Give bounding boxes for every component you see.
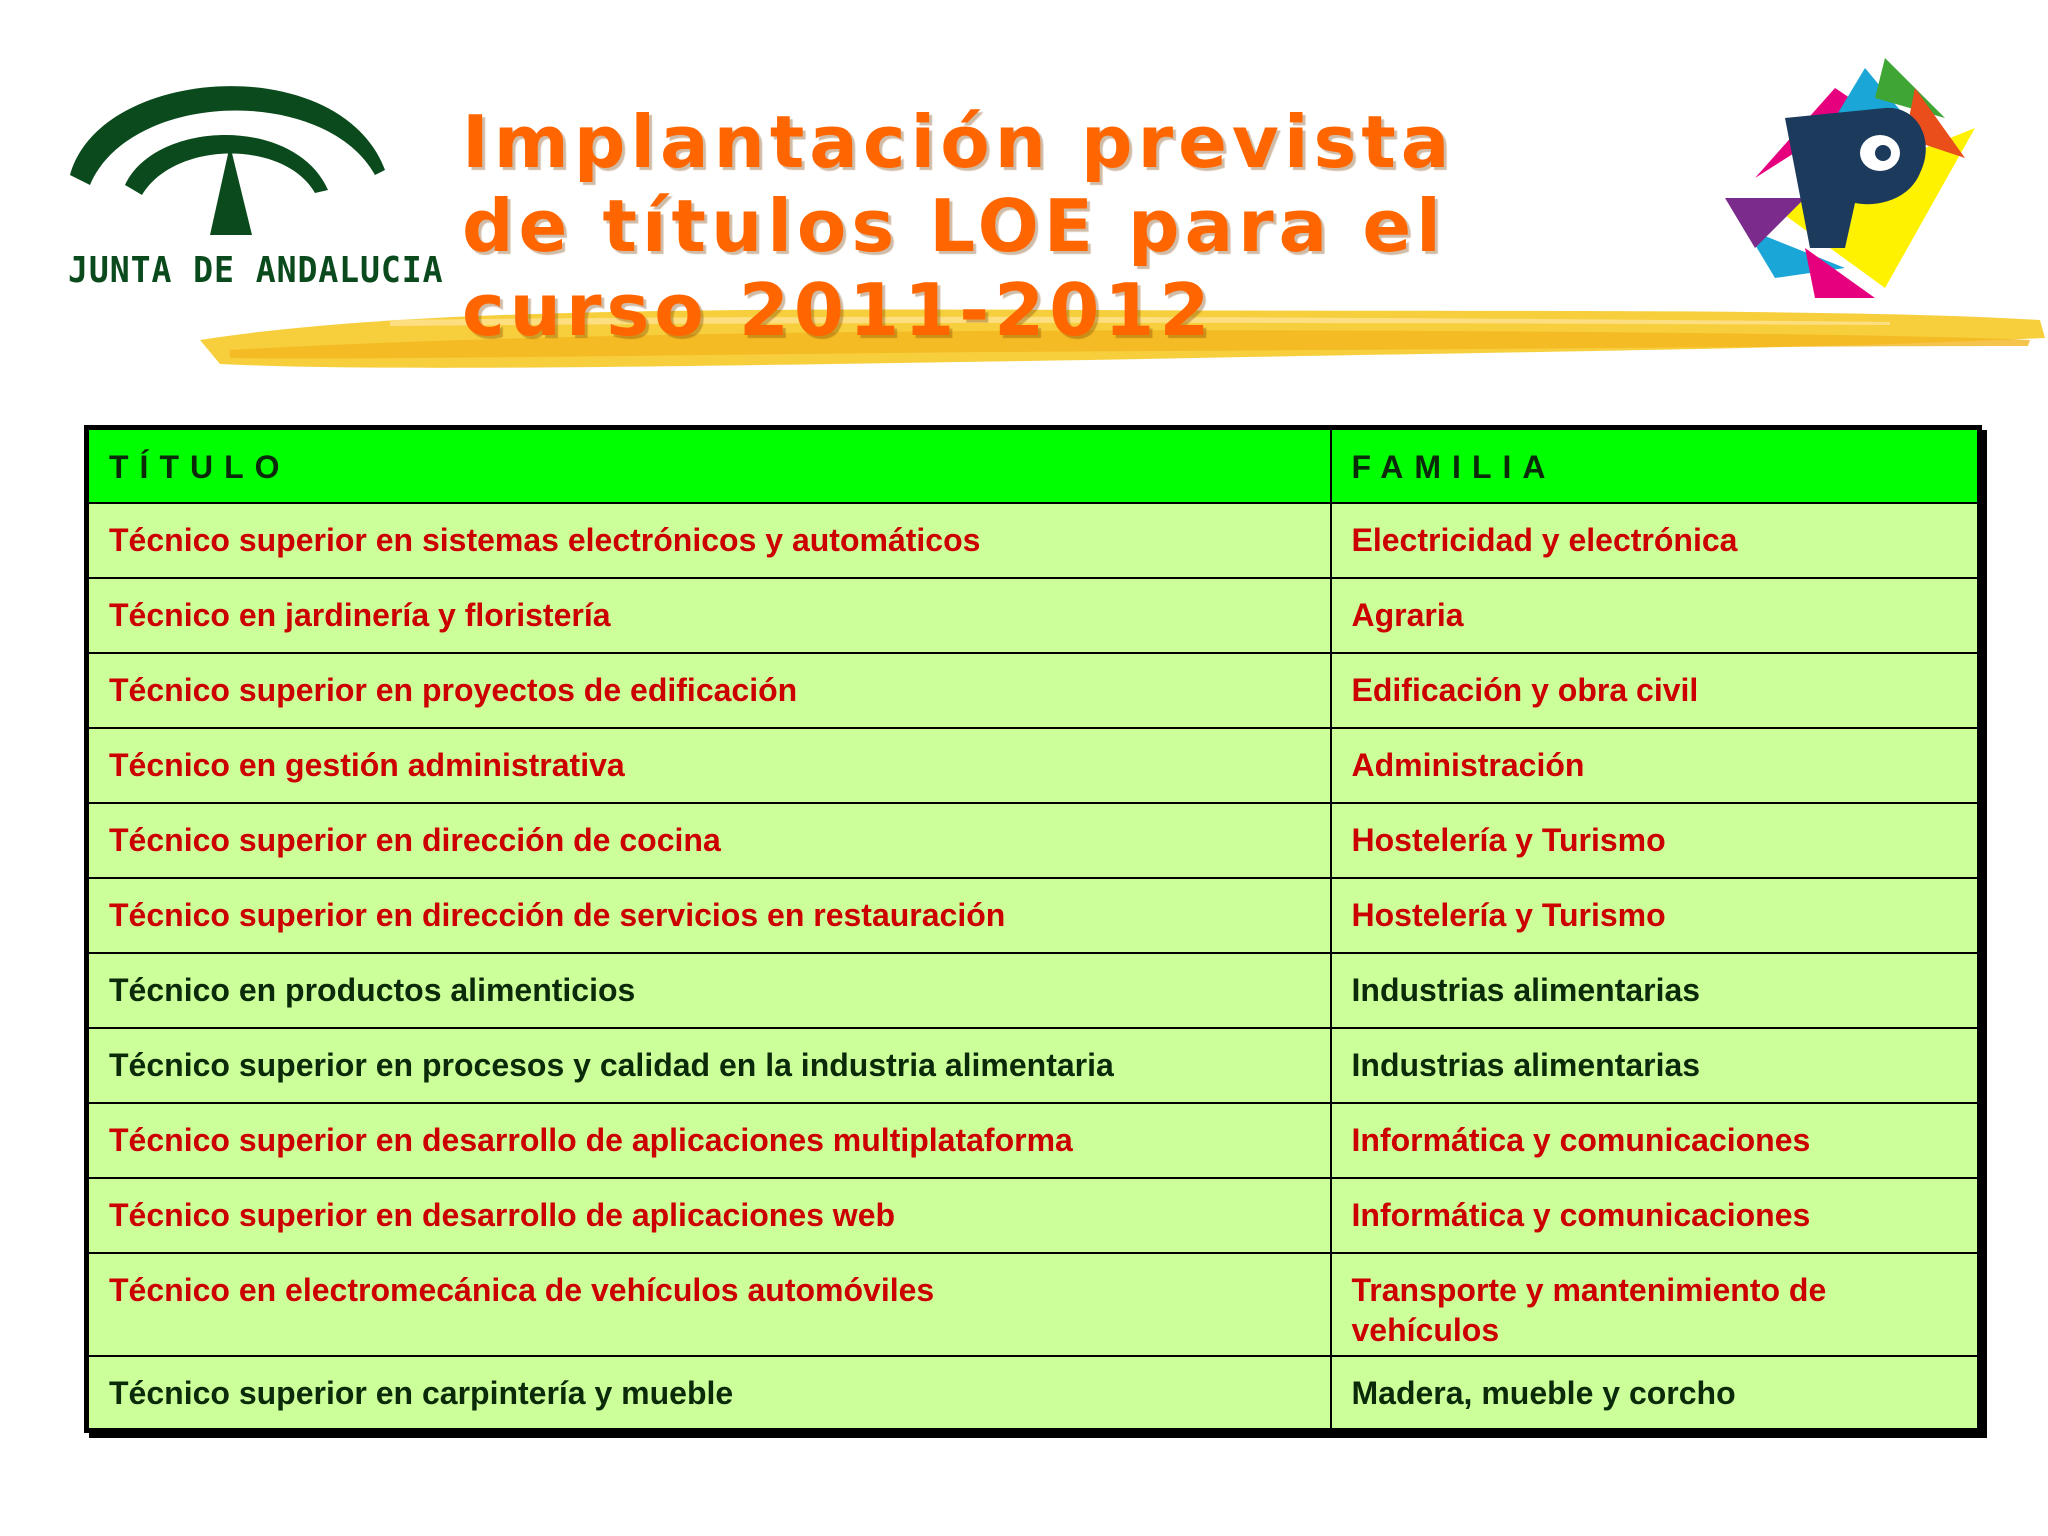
cell-familia: Informática y comunicaciones	[1331, 1103, 1980, 1178]
table-row	[87, 878, 1980, 953]
table-row	[87, 953, 1980, 1028]
cell-familia: Hostelería y Turismo	[1331, 803, 1980, 878]
table-row	[87, 503, 1980, 578]
column-header-familia: FAMILIA	[1331, 428, 1980, 503]
cell-familia: Industrias alimentarias	[1331, 1028, 1980, 1103]
table-row	[87, 1253, 1980, 1356]
column-header-titulo: TÍTULO	[87, 428, 1331, 503]
page-title: Implantación prevista de títulos LOE para el curso 2011-2012	[462, 100, 1455, 352]
cell-familia: Electricidad y electrónica	[1331, 503, 1980, 578]
cell-titulo: Técnico superior en dirección de cocina	[87, 803, 1331, 878]
cell-titulo: Técnico superior en proyectos de edificación	[87, 653, 1331, 728]
table-row	[87, 578, 1980, 653]
titles-table	[84, 425, 1982, 1433]
fp-logo	[1715, 48, 1995, 308]
cell-titulo: Técnico en gestión administrativa	[87, 728, 1331, 803]
cell-titulo: Técnico superior en dirección de servicios en restauración	[87, 878, 1331, 953]
junta-andalucia-logo-text: JUNTA DE ANDALUCIA	[68, 250, 444, 291]
table-row	[87, 803, 1980, 878]
cell-titulo: Técnico superior en desarrollo de aplicaciones multiplataforma	[87, 1103, 1331, 1178]
table-row	[87, 653, 1980, 728]
cell-familia: Industrias alimentarias	[1331, 953, 1980, 1028]
cell-titulo: Técnico superior en carpintería y mueble	[87, 1356, 1331, 1431]
junta-arch-icon	[60, 45, 400, 255]
cell-familia: Transporte y mantenimiento de vehículos	[1331, 1253, 1980, 1356]
table-row	[87, 1178, 1980, 1253]
cell-titulo: Técnico superior en desarrollo de aplicaciones web	[87, 1178, 1331, 1253]
table-row	[87, 1356, 1980, 1431]
cell-familia: Agraria	[1331, 578, 1980, 653]
cell-familia: Informática y comunicaciones	[1331, 1178, 1980, 1253]
cell-familia: Administración	[1331, 728, 1980, 803]
cell-titulo: Técnico superior en procesos y calidad en la industria alimentaria	[87, 1028, 1331, 1103]
cell-familia: Hostelería y Turismo	[1331, 878, 1980, 953]
table-row	[87, 1028, 1980, 1103]
cell-titulo: Técnico superior en sistemas electrónicos y automáticos	[87, 503, 1331, 578]
table-row	[87, 1103, 1980, 1178]
fp-logo-icon	[1715, 48, 1995, 308]
junta-andalucia-logo	[60, 45, 444, 315]
cell-titulo: Técnico en jardinería y floristería	[87, 578, 1331, 653]
cell-familia: Madera, mueble y corcho	[1331, 1356, 1980, 1431]
cell-titulo: Técnico en electromecánica de vehículos automóviles	[87, 1253, 1331, 1356]
table-row	[87, 728, 1980, 803]
table-header-row	[87, 428, 1980, 503]
cell-familia: Edificación y obra civil	[1331, 653, 1980, 728]
cell-titulo: Técnico en productos alimenticios	[87, 953, 1331, 1028]
